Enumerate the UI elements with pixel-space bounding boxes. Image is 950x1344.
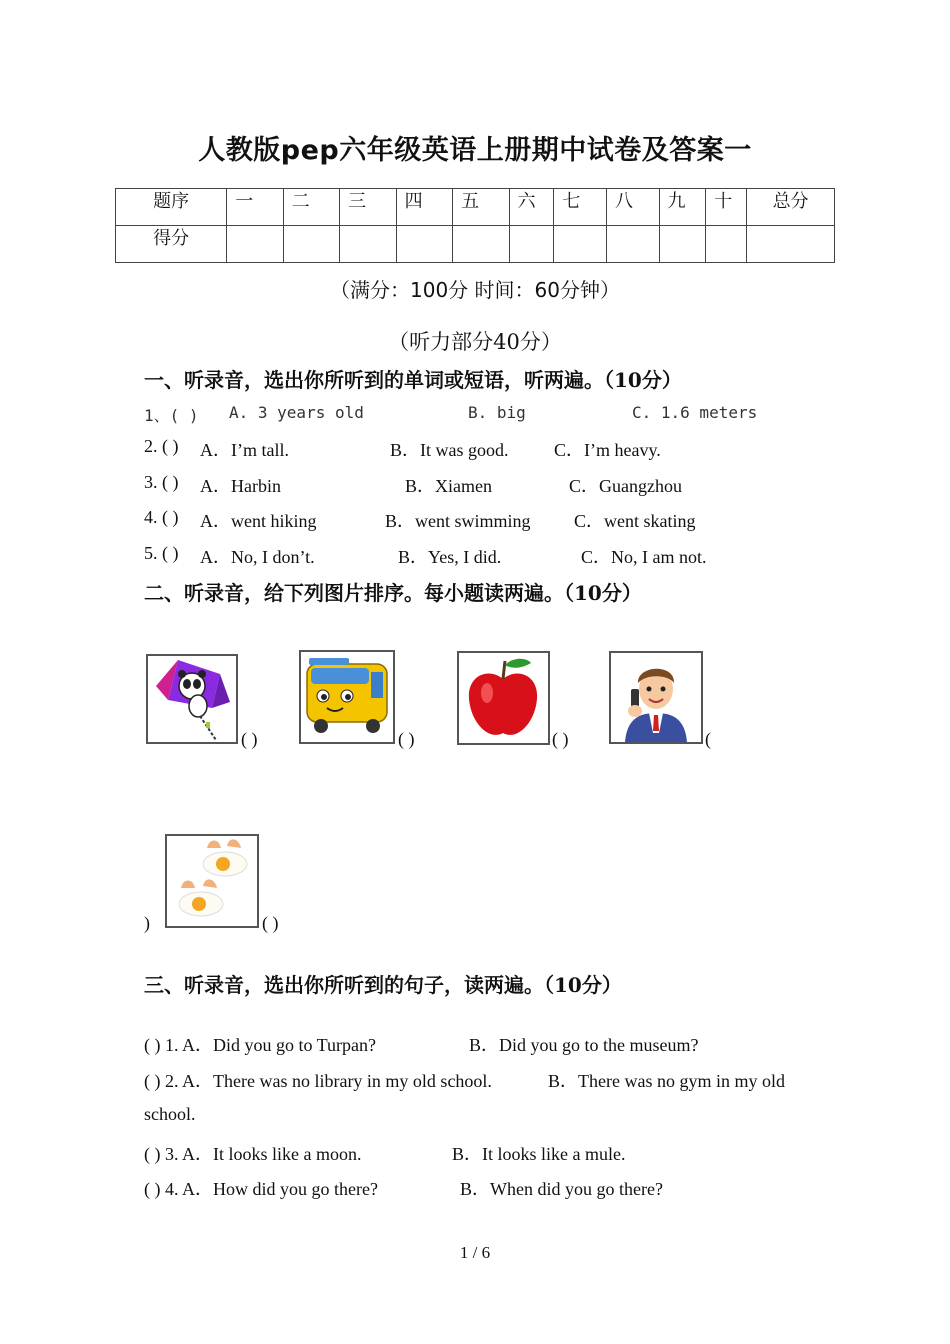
section3-heading: 三、听录音，选出你所听到的句子，读两遍。（10分） <box>144 973 622 997</box>
q5-option-b: B．Yes, I did. <box>398 547 502 567</box>
column-header: 十 <box>706 189 747 226</box>
s3-q1-option-b: B．Did you go to the museum? <box>469 1035 699 1055</box>
q4-option-b: B．went swimming <box>385 511 531 531</box>
answer-blank-open[interactable]: ( <box>705 729 711 749</box>
s3-q4-option-b: B．When did you go there? <box>460 1179 663 1199</box>
score-cell[interactable] <box>706 226 747 263</box>
score-cell[interactable] <box>227 226 283 263</box>
apple-icon <box>459 653 548 743</box>
column-header: 一 <box>227 189 283 226</box>
table-row <box>116 189 835 226</box>
q2-option-c: C．I’m heavy. <box>554 440 661 460</box>
column-header: 八 <box>606 189 659 226</box>
score-cell[interactable] <box>283 226 339 263</box>
kite-picture <box>146 654 238 744</box>
answer-blank[interactable]: ( ) <box>241 729 258 749</box>
man-on-phone-icon <box>611 653 701 742</box>
q2-option-a: A．I’m tall. <box>200 440 289 460</box>
row-label: 题序 <box>116 189 227 226</box>
bus-picture <box>299 650 395 744</box>
eggs-picture <box>165 834 259 928</box>
exam-info: （满分：100分 时间：60分钟） <box>330 278 620 302</box>
row-label: 得分 <box>116 226 227 263</box>
score-cell[interactable] <box>606 226 659 263</box>
s3-q1: ( ) 1. A．Did you go to Turpan? <box>144 1035 377 1055</box>
q4-number: 4. ( ) <box>144 507 179 527</box>
q1-option-c: C. 1.6 meters <box>632 403 758 422</box>
column-header: 七 <box>554 189 607 226</box>
q5-option-c: C．No, I am not. <box>581 547 707 567</box>
column-header: 六 <box>509 189 554 226</box>
q3-number: 3. ( ) <box>144 472 179 492</box>
q3-option-a: A．Harbin <box>200 476 281 496</box>
s3-q2: ( ) 2. A．There was no library in my old school. <box>144 1071 492 1091</box>
answer-blank[interactable]: ( ) <box>552 729 569 749</box>
column-header: 四 <box>396 189 452 226</box>
score-cell[interactable] <box>396 226 452 263</box>
apple-picture <box>457 651 550 745</box>
answer-blank-close: ) <box>144 913 150 933</box>
answer-blank[interactable]: ( ) <box>262 913 279 933</box>
section2-heading: 二、听录音，给下列图片排序。每小题读两遍。（10分） <box>144 581 642 605</box>
s3-q2-continuation: school. <box>144 1104 196 1124</box>
q5-number: 5. ( ) <box>144 543 179 563</box>
s3-q3: ( ) 3. A．It looks like a moon. <box>144 1144 362 1164</box>
s3-q3-option-b: B．It looks like a mule. <box>452 1144 626 1164</box>
score-cell[interactable] <box>509 226 554 263</box>
q1-option-b: B. big <box>468 403 526 422</box>
q3-option-b: B．Xiamen <box>405 476 492 496</box>
column-header: 总分 <box>747 189 835 226</box>
listening-header: （听力部分40分） <box>388 330 562 354</box>
column-header: 五 <box>453 189 509 226</box>
q4-option-c: C．went skating <box>574 511 696 531</box>
q2-number: 2. ( ) <box>144 436 179 456</box>
score-cell[interactable] <box>554 226 607 263</box>
column-header: 九 <box>659 189 706 226</box>
s3-q4: ( ) 4. A．How did you go there? <box>144 1179 378 1199</box>
section1-heading: 一、听录音，选出你所听到的单词或短语，听两遍。（10分） <box>144 368 682 392</box>
page-title: 人教版pep六年级英语上册期中试卷及答案一 <box>198 135 752 166</box>
s3-q2-option-b: B．There was no gym in my old <box>548 1071 785 1091</box>
score-cell[interactable] <box>340 226 396 263</box>
score-cell[interactable] <box>659 226 706 263</box>
bus-icon <box>301 652 393 742</box>
q4-option-a: A．went hiking <box>200 511 317 531</box>
score-cell[interactable] <box>453 226 509 263</box>
q2-option-b: B．It was good. <box>390 440 509 460</box>
column-header: 三 <box>340 189 396 226</box>
q5-option-a: A．No, I don’t. <box>200 547 315 567</box>
table-row <box>116 226 835 263</box>
q1-number: 1、( ) <box>144 406 199 425</box>
page-number: 1 / 6 <box>459 1243 491 1262</box>
kite-icon <box>148 656 236 742</box>
score-cell[interactable] <box>747 226 835 263</box>
man-phone-picture <box>609 651 703 744</box>
score-table <box>115 188 835 263</box>
column-header: 二 <box>283 189 339 226</box>
q1-option-a: A. 3 years old <box>229 403 364 422</box>
eggs-icon <box>167 836 257 926</box>
answer-blank[interactable]: ( ) <box>398 729 415 749</box>
q3-option-c: C．Guangzhou <box>569 476 682 496</box>
